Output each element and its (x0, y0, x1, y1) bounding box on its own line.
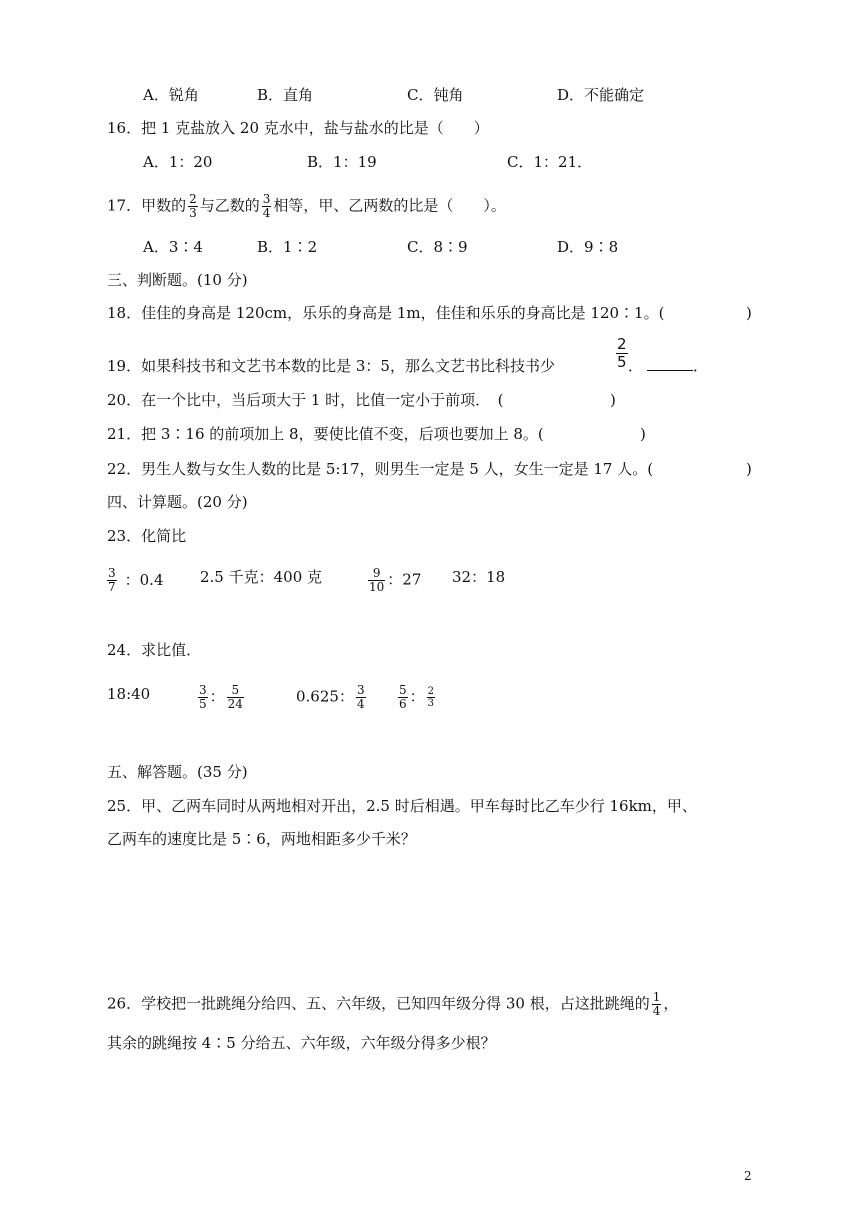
q15-option-b: B．直角 (257, 86, 314, 104)
q16-option-c: C．1：21． (507, 153, 593, 171)
fraction: $\frac{3}{4}$ (262, 192, 271, 220)
q19-answer-blank[interactable]: ． ． (628, 357, 709, 375)
answer-paren-close: ) (640, 425, 646, 443)
q24-expr-4: $\frac{5}{6}$ ： $\frac{2}{3}$ (399, 683, 435, 711)
q23-expr-2: 2.5 千克：400 克 (200, 568, 323, 586)
q19-question: 19．如果科技书和文艺书本数的比是 3：5，那么文艺书比科技书少 (107, 357, 555, 375)
section-heading: 四、计算题。(20 分) (107, 493, 248, 511)
q17-option-a: A．3∶4 (143, 238, 203, 256)
q24-expr-1: 18:40 (107, 685, 151, 703)
q16-question: 16．把 1 克盐放入 20 克水中，盐与盐水的比是（ ） (107, 119, 489, 137)
q24-expr-3: 0.625： $\frac{3}{4}$ (296, 683, 365, 711)
q25-line-2: 乙两车的速度比是 5∶6，两地相距多少千米？ (107, 830, 416, 848)
q23-expr-1: $\frac{3}{7}$ ：0.4 (108, 566, 164, 594)
answer-paren-close: ) (610, 391, 616, 409)
q26-line-2: 其余的跳绳按 4∶5 分给五、六年级，六年级分得多少根？ (107, 1034, 496, 1052)
q24-title: 24．求比值． (107, 641, 202, 659)
q16-option-b: B．1：19 (307, 153, 377, 171)
q17-option-c: C．8∶9 (407, 238, 468, 256)
q15-option-d: D．不能确定 (557, 86, 645, 104)
q15-option-a: A．锐角 (143, 86, 199, 104)
q22-question: 22．男生人数与女生人数的比是 5:17，则男生一定是 5 人，女生一定是 17 人。( (107, 460, 654, 478)
q23-expr-4: 32：18 (452, 568, 506, 586)
fraction: $\frac{2}{3}$ (189, 192, 197, 220)
answer-paren-close: ) (746, 460, 752, 478)
q25-line-1: 25．甲、乙两车同时从两地相对开出，2.5 时后相遇。甲车每时比乙车少行 16km，甲、 (107, 797, 697, 815)
page-number: 2 (744, 1169, 752, 1183)
section-heading: 三、判断题。(10 分) (107, 271, 248, 289)
q19-fraction: $\frac{2}{5}$ (617, 335, 627, 371)
q18-question: 18．佳佳的身高是 120cm，乐乐的身高是 1m，佳佳和乐乐的身高比是 120∶1。( (107, 304, 665, 322)
q17-question: 17．甲数的 $\frac{2}{3}$ 与乙数的 $\frac{3}{4}$ 相等，甲、乙两数的比是（ ）。 (107, 192, 506, 220)
q24-expr-2: $\frac{3}{5}$ ： $\frac{5}{24}$ (199, 683, 243, 711)
q17-option-b: B．1∶2 (257, 238, 318, 256)
q21-question: 21．把 3∶16 的前项加上 8，要使比值不变，后项也要加上 8。( (107, 425, 544, 443)
q26-line-1: 26．学校把一批跳绳分给四、五、六年级，已知四年级分得 30 根，占这批跳绳的 $\frac{1}{4}$ ， (107, 990, 679, 1018)
answer-paren-close: ) (746, 304, 752, 322)
section-heading: 五、解答题。(35 分) (107, 763, 248, 781)
q23-title: 23．化简比 (107, 527, 187, 545)
q15-option-c: C．钝角 (407, 86, 464, 104)
q16-option-a: A．1：20 (143, 153, 213, 171)
q23-expr-3: $\frac{9}{10}$ ：27 (369, 566, 422, 594)
q20-question: 20．在一个比中，当后项大于 1 时，比值一定小于前项． ( (107, 391, 504, 409)
q17-option-d: D．9∶8 (557, 238, 619, 256)
